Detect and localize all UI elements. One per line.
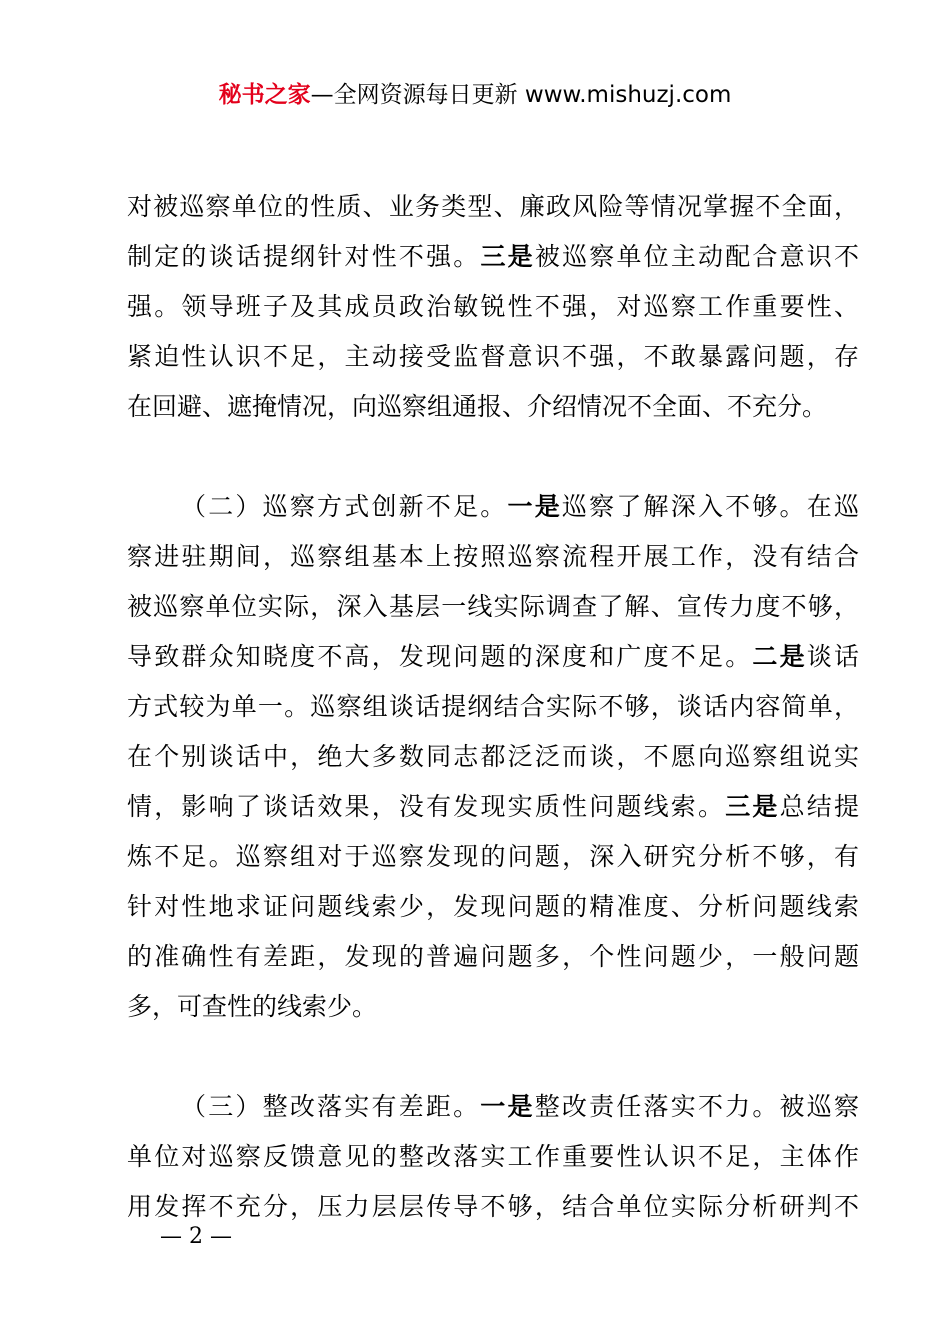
text-line: 多，可查性的线索少。 — [127, 992, 378, 1021]
text-line — [127, 632, 859, 682]
emphasis-text: 一是 — [507, 492, 562, 521]
paragraph-gap — [127, 432, 859, 482]
text-span: 制定的谈话提纲针对性不强。 — [127, 242, 481, 271]
section-heading: （二）巡察方式创新不足。 — [181, 492, 508, 521]
text-line: 察进驻期间，巡察组基本上按照巡察流程开展工作，没有结合 — [127, 542, 859, 571]
text-span: 谈话 — [806, 642, 859, 671]
text-span: 导致群众知晓度不高，发现问题的深度和广度不足。 — [127, 642, 753, 671]
paragraph-gap — [127, 1032, 859, 1082]
text-span: 情，影响了谈话效果，没有发现实质性问题线索。 — [127, 792, 726, 821]
paragraph-2 — [127, 482, 859, 1032]
emphasis-text: 三是 — [480, 242, 535, 271]
document-body — [127, 182, 859, 1232]
text-line: 被巡察单位实际，深入基层一线实际调查了解、宣传力度不够， — [127, 592, 859, 621]
emphasis-text: 一是 — [480, 1092, 535, 1121]
paragraph-3 — [127, 1082, 859, 1232]
page-number: — 2 — — [160, 1224, 232, 1249]
text-line: 方式较为单一。巡察组谈话提纲结合实际不够，谈话内容简单， — [127, 692, 859, 721]
text-line: 在个别谈话中，绝大多数同志都泛泛而谈，不愿向巡察组说实 — [127, 742, 859, 771]
text-line — [127, 782, 859, 832]
text-line: 对被巡察单位的性质、业务类型、廉政风险等情况掌握不全面， — [127, 192, 859, 221]
brand-name: 秘书之家 — [218, 82, 311, 108]
section-heading: （三）整改落实有差距。 — [181, 1092, 481, 1121]
site-header — [0, 78, 950, 112]
text-span: 总结提 — [779, 792, 859, 821]
text-line — [127, 232, 859, 282]
emphasis-text: 二是 — [752, 642, 807, 671]
text-line: 在回避、遮掩情况，向巡察组通报、介绍情况不全面、不充分。 — [127, 392, 828, 421]
text-line: 单位对巡察反馈意见的整改落实工作重要性认识不足，主体作 — [127, 1142, 859, 1171]
header-tagline: —全网资源每日更新 www.mishuzj.com — [310, 82, 732, 108]
emphasis-text: 三是 — [725, 792, 780, 821]
text-line: 紧迫性认识不足，主动接受监督意识不强，不敢暴露问题，存 — [127, 342, 859, 371]
text-span: 巡察了解深入不够。在巡 — [561, 492, 859, 521]
text-line — [127, 482, 859, 532]
text-line: 的准确性有差距，发现的普遍问题多，个性问题少，一般问题 — [127, 942, 859, 971]
paragraph-1 — [127, 182, 859, 432]
text-line: 用发挥不充分，压力层层传导不够，结合单位实际分析研判不 — [127, 1192, 859, 1221]
text-line — [127, 1082, 859, 1132]
text-span: 被巡察单位主动配合意识不 — [534, 242, 859, 271]
text-line: 强。领导班子及其成员政治敏锐性不强，对巡察工作重要性、 — [127, 292, 859, 321]
text-line: 针对性地求证问题线索少，发现问题的精准度、分析问题线索 — [127, 892, 859, 921]
text-line: 炼不足。巡察组对于巡察发现的问题，深入研究分析不够，有 — [127, 842, 859, 871]
text-span: 整改责任落实不力。被巡察 — [534, 1092, 859, 1121]
